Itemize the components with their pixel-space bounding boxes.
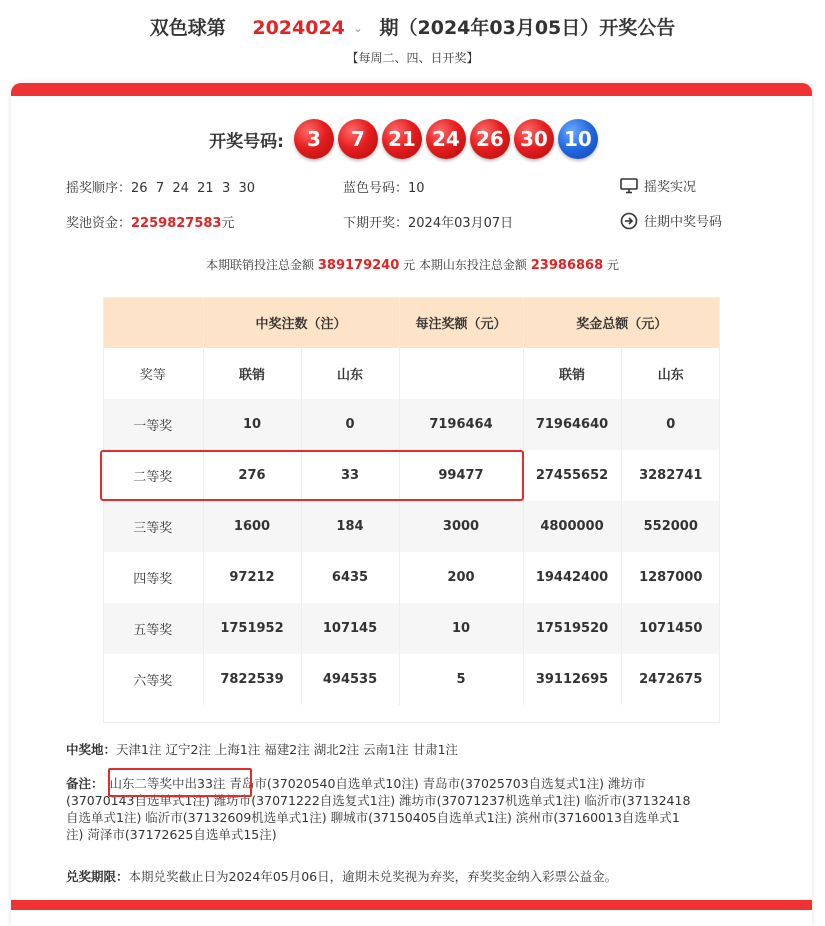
subheader-national: 联销 (203, 348, 301, 399)
subheader-level: 奖等 (103, 348, 203, 399)
remarks-line: 自选单式1注) 临沂市(37132609机选单式1注) 聊城市(37150405自选单式1注) 滨州市(37160013自选单式1 (66, 810, 680, 825)
remarks-line: 注) 菏泽市(37172625自选单式15注) (66, 827, 277, 842)
prize-level: 六等奖 (103, 654, 203, 705)
red-ball: 3 (294, 119, 334, 159)
blue-ball: 10 (558, 119, 598, 159)
title-prefix: 双色球第 (149, 17, 226, 39)
shandong-count: 494535 (301, 654, 399, 705)
shandong-total: 1071450 (621, 603, 720, 654)
winning-regions-label: 中奖地： (66, 742, 117, 757)
national-count: 1600 (203, 501, 301, 552)
red-ball: 21 (382, 119, 422, 159)
national-total: 27455652 (523, 450, 621, 501)
header-total-prize: 奖金总额（元） (523, 297, 720, 348)
prize-level: 一等奖 (103, 399, 203, 450)
winning-numbers-label: 开奖号码: (209, 131, 284, 152)
subheader-shandong: 山东 (301, 348, 399, 399)
issue-number: 2024024 (252, 17, 345, 39)
each-prize: 200 (399, 552, 523, 603)
national-count: 10 (203, 399, 301, 450)
draw-order-label: 摇奖顺序： (66, 181, 132, 196)
chevron-down-icon: ⌄ (352, 21, 363, 35)
remarks-highlight: 山东二等奖中出33注 (109, 776, 226, 791)
shandong-total: 3282741 (621, 450, 720, 501)
shandong-count: 184 (301, 501, 399, 552)
national-sales-value: 389179240 (317, 258, 400, 273)
national-count: 276 (203, 450, 301, 501)
remarks (66, 775, 766, 843)
prize-table (103, 297, 720, 705)
shandong-total: 0 (621, 399, 720, 450)
each-prize: 7196464 (399, 399, 523, 450)
claim-deadline-label: 兑奖期限： (66, 869, 129, 884)
next-draw-label: 下期开奖： (343, 216, 409, 231)
national-total: 39112695 (523, 654, 621, 705)
table-row (103, 603, 720, 654)
header-cell (103, 297, 203, 348)
shandong-count: 0 (301, 399, 399, 450)
monitor-icon (620, 177, 638, 195)
prize-level: 五等奖 (103, 603, 203, 654)
shandong-count: 33 (301, 450, 399, 501)
winning-regions (66, 741, 458, 758)
shandong-count: 107145 (301, 603, 399, 654)
draw-order-value: 26 7 24 21 3 30 (131, 181, 256, 196)
national-count: 1751952 (203, 603, 301, 654)
next-draw (343, 212, 513, 231)
table-row (103, 501, 720, 552)
shandong-total: 552000 (621, 501, 720, 552)
each-prize: 3000 (399, 501, 523, 552)
prize-pool-label: 奖池资金： (66, 216, 132, 231)
national-count: 97212 (203, 552, 301, 603)
national-total: 4800000 (523, 501, 621, 552)
sales-summary (0, 256, 825, 273)
shandong-sales-value: 23986868 (530, 258, 604, 273)
prize-pool (66, 212, 235, 231)
prize-level: 四等奖 (103, 552, 203, 603)
table-row (103, 552, 720, 603)
prize-pool-unit: 元 (221, 216, 235, 231)
claim-deadline-value: 本期兑奖截止日为2024年05月06日，逾期未兑奖视为弃奖，弃奖奖金纳入彩票公益金。 (128, 869, 618, 884)
national-total: 19442400 (523, 552, 621, 603)
subheader-empty (399, 348, 523, 399)
each-prize: 99477 (399, 450, 523, 501)
red-ball: 30 (514, 119, 554, 159)
history-link[interactable] (620, 211, 722, 230)
live-draw-label: 摇奖实况 (644, 180, 697, 195)
sales-text: 本期联销投注总金额 (206, 258, 315, 272)
prize-level: 二等奖 (103, 450, 203, 501)
remarks-line: (37070143自选单式1注) 潍坊市(37071222自选复式1注) 潍坊市(37071237机选单式1注) 临沂市(37132418 (66, 793, 691, 808)
remarks-line: 青岛市(37020540自选单式10注) 青岛市(37025703自选复式1注) 潍坊市 (229, 776, 646, 791)
live-draw-link[interactable] (620, 176, 696, 195)
national-total: 17519520 (523, 603, 621, 654)
header-win-count: 中奖注数（注） (203, 297, 399, 348)
shandong-total: 1287000 (621, 552, 720, 603)
draw-schedule: 【每周二、四、日开奖】 (346, 51, 479, 65)
bottom-bar (11, 900, 812, 910)
sales-text: 元 本期山东投注总金额 (403, 258, 527, 272)
blue-number (343, 177, 425, 196)
subheader-national: 联销 (523, 348, 621, 399)
blue-number-label: 蓝色号码： (343, 181, 409, 196)
header-each-prize: 每注奖额（元） (399, 297, 523, 348)
history-label: 往期中奖号码 (644, 215, 723, 230)
blue-number-value: 10 (408, 181, 425, 196)
arrow-circle-icon (620, 212, 638, 230)
national-count: 7822539 (203, 654, 301, 705)
draw-order (66, 177, 255, 196)
prize-pool-value: 2259827583 (131, 216, 222, 231)
table-row (103, 654, 720, 705)
remarks-label: 备注： (66, 776, 104, 791)
title-suffix: 期（2024年03月05日）开奖公告 (379, 17, 676, 39)
national-total: 71964640 (523, 399, 621, 450)
red-ball: 7 (338, 119, 378, 159)
red-ball: 24 (426, 119, 466, 159)
each-prize: 5 (399, 654, 523, 705)
next-draw-value: 2024年03月07日 (408, 216, 514, 231)
claim-deadline (66, 868, 617, 885)
winning-regions-value: 天津1注 辽宁2注 上海1注 福建2注 湖北2注 云南1注 甘肃1注 (116, 742, 459, 757)
issue-select[interactable] (252, 14, 363, 42)
table-row (103, 399, 720, 450)
winning-numbers (0, 117, 825, 161)
subheader-shandong: 山东 (621, 348, 720, 399)
shandong-count: 6435 (301, 552, 399, 603)
shandong-total: 2472675 (621, 654, 720, 705)
each-prize: 10 (399, 603, 523, 654)
sales-text: 元 (606, 258, 619, 272)
table-row (103, 450, 720, 501)
page-title (0, 14, 825, 42)
prize-level: 三等奖 (103, 501, 203, 552)
red-ball: 26 (470, 119, 510, 159)
